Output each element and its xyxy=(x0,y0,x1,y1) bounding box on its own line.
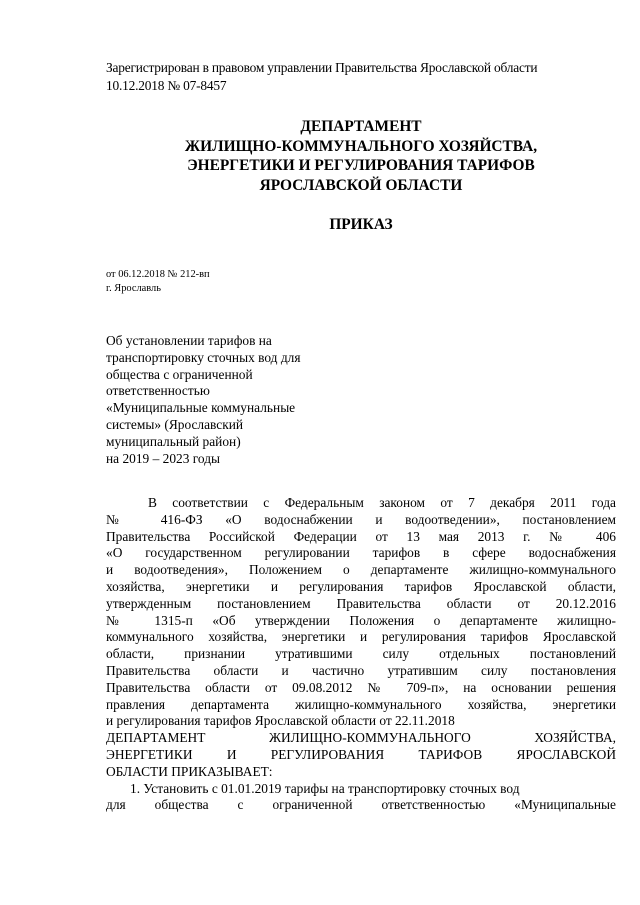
department-line: ДЕПАРТАМЕНТ xyxy=(300,118,422,135)
department-name xyxy=(106,117,616,195)
subject-line: транспортировку сточных вод для xyxy=(106,349,301,365)
registration-number: 10.12.2018 № 07-8457 xyxy=(106,78,227,93)
subject-line: Об установлении тарифов на xyxy=(106,333,272,348)
department-line: ЯРОСЛАВСКОЙ ОБЛАСТИ xyxy=(259,176,463,194)
department-line: ЖИЛИЩНО-КОММУНАЛЬНОГО ХОЗЯЙСТВА, xyxy=(184,137,538,155)
body-line: № 416-ФЗ «О водоснабжении и водоотведении», постановлением xyxy=(106,511,616,527)
registration-line: Зарегистрирован в правовом управлении Правительства Ярославской области xyxy=(106,60,538,75)
subject-line: ответственностью xyxy=(106,383,210,399)
body-line: ЭНЕРГЕТИКИ И РЕГУЛИРОВАНИЯ ТАРИФОВ ЯРОСЛАВСКОЙ xyxy=(106,746,616,762)
order-meta xyxy=(106,268,210,296)
subject-line: «Муниципальные коммунальные xyxy=(106,400,296,416)
order-city: г. Ярославль xyxy=(106,283,161,294)
body-line: коммунального хозяйства, энергетики и регулирования тарифов Ярославской xyxy=(106,629,616,645)
subject-line: общества с ограниченной xyxy=(106,366,253,382)
body-line: и водоотведения», Положением о департаменте жилищно-коммунального xyxy=(106,562,616,578)
order-subject xyxy=(106,333,346,467)
registration-note xyxy=(106,59,616,95)
order-body xyxy=(106,495,616,814)
body-line: В соответствии с Федеральным законом от 7 декабря 2011 года xyxy=(148,495,616,510)
body-line: Правительства Российской Федерации от 13 мая 2013 г. № 406 xyxy=(106,528,616,544)
body-line: правления департамента жилищно-коммунального хозяйства, энергетики xyxy=(106,696,616,712)
body-line: области, признании утратившими силу отдельных постановлений xyxy=(106,646,616,662)
body-line: № 1315-п «Об утверждении Положения о департаменте жилищно- xyxy=(106,612,616,628)
body-line: для общества с ограниченной ответственностью «Муниципальные xyxy=(106,797,616,813)
order-date-number: от 06.12.2018 № 212-вп xyxy=(106,269,210,280)
body-line: «О государственном регулировании тарифов в сфере водоснабжения xyxy=(106,545,616,561)
body-line: Правительства области от 09.08.2012 № 709-п», на основании решения xyxy=(106,679,616,695)
body-line: 1. Установить с 01.01.2019 тарифы на транспортировку сточных вод xyxy=(130,780,520,796)
body-line: Правительства области и частично утратившим силу постановления xyxy=(106,662,616,678)
subject-line: системы» (Ярославский xyxy=(106,416,244,432)
body-line: ОБЛАСТИ ПРИКАЗЫВАЕТ: xyxy=(106,763,273,779)
subject-line: на 2019 – 2023 годы xyxy=(106,450,221,466)
body-line: и регулирования тарифов Ярославской области от 22.11.2018 xyxy=(106,713,455,729)
body-line: хозяйства, энергетики и регулирования тарифов Ярославской области, xyxy=(106,578,616,594)
subject-line: муниципальный район) xyxy=(106,433,241,449)
body-line: ДЕПАРТАМЕНТ ЖИЛИЩНО-КОММУНАЛЬНОГО ХОЗЯЙСТВА, xyxy=(106,730,616,746)
body-line: утвержденным постановлением Правительства области от 20.12.2016 xyxy=(106,595,616,611)
document-title: ПРИКАЗ xyxy=(329,216,393,233)
department-line: ЭНЕРГЕТИКИ И РЕГУЛИРОВАНИЯ ТАРИФОВ xyxy=(187,157,535,174)
